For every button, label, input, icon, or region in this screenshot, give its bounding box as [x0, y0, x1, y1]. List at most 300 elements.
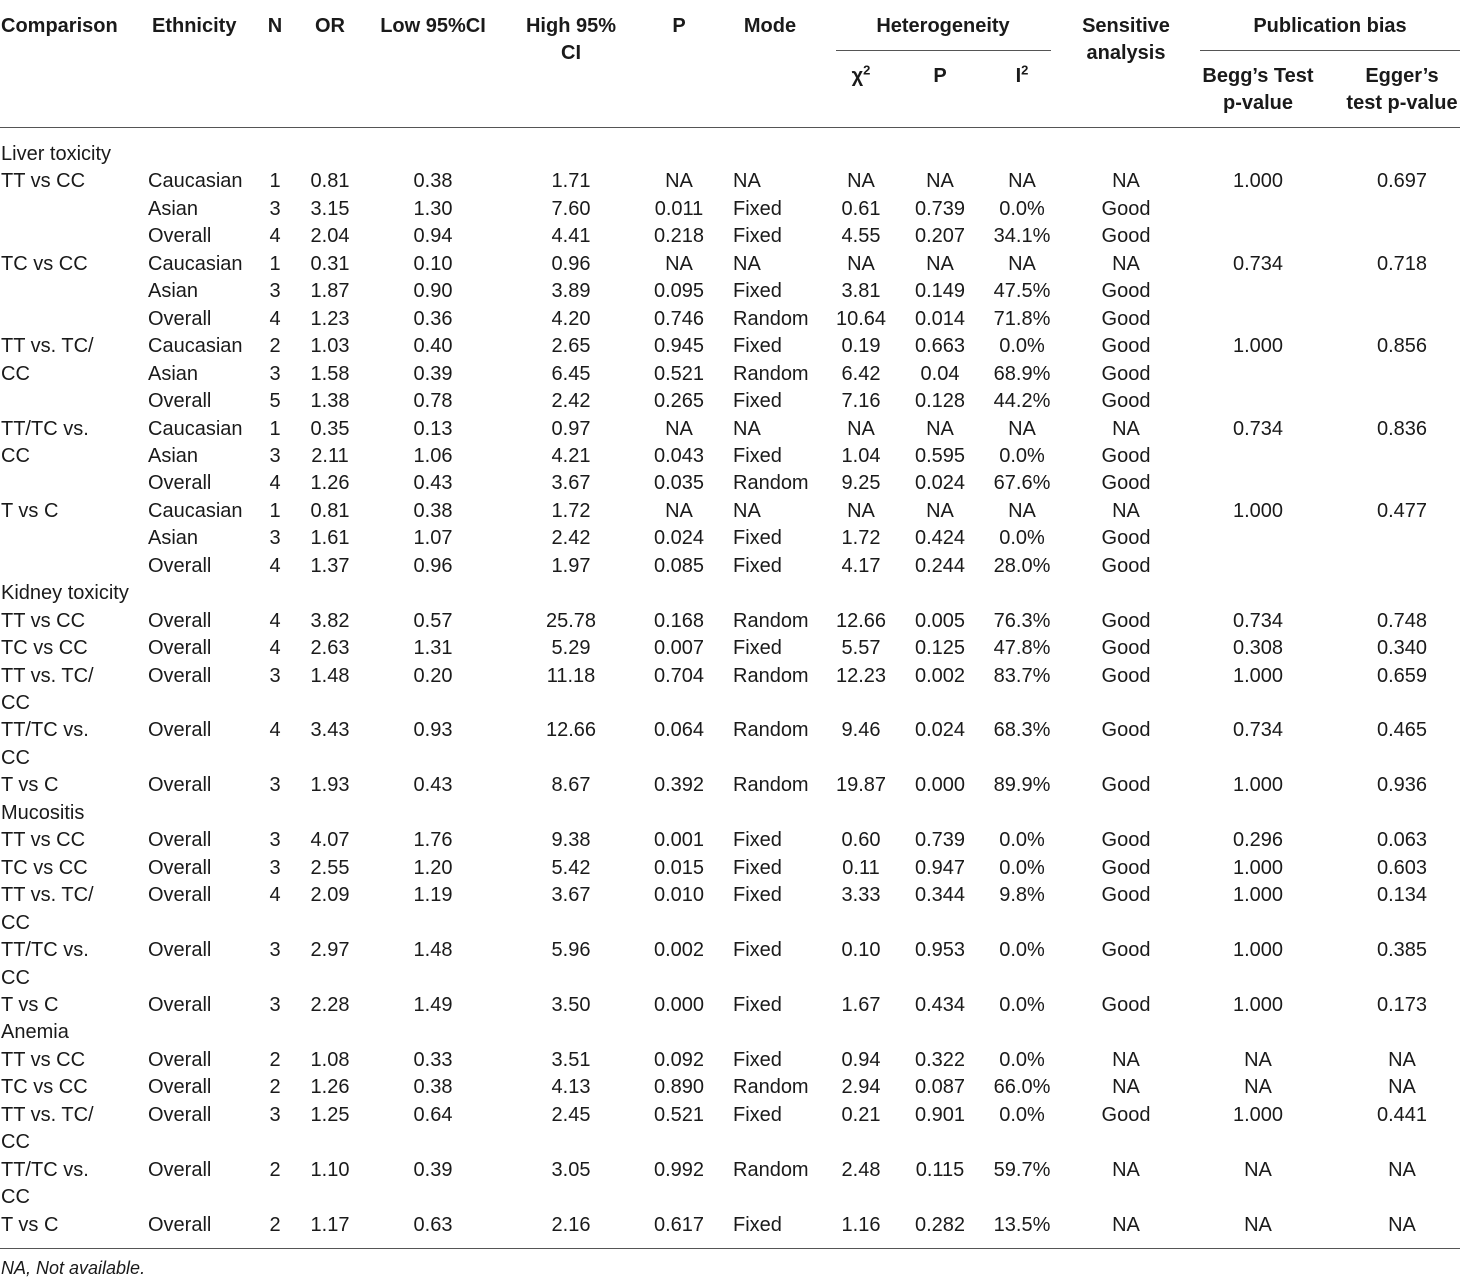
cell-p: 0.092	[653, 1048, 705, 1071]
cell-comparison: TT vs. TC/	[1, 1103, 94, 1126]
cell-low-ci: 0.64	[413, 1103, 453, 1126]
cell-or: 1.25	[310, 1103, 350, 1126]
cell-sensitive: Good	[1101, 609, 1151, 632]
col-header-or: OR	[315, 15, 345, 37]
cell-ethnicity: Overall	[148, 993, 212, 1016]
cell-mode: Fixed	[733, 1048, 782, 1071]
cell-chi2: 12.66	[835, 609, 887, 632]
cell-het-p: 0.739	[914, 197, 966, 220]
cell-chi2: 0.21	[841, 1103, 881, 1126]
cell-het-p: 0.739	[914, 829, 966, 852]
cell-sensitive: Good	[1101, 884, 1151, 907]
cell-i2: 0.0%	[999, 197, 1045, 220]
cell-mode: Random	[733, 719, 809, 742]
cell-mode: Fixed	[733, 390, 782, 413]
cell-mode: Fixed	[733, 637, 782, 660]
cell-sensitive: Good	[1101, 307, 1151, 330]
cell-het-p: 0.000	[914, 774, 966, 797]
cell-p: 0.085	[653, 554, 705, 577]
cell-mode: Fixed	[733, 444, 782, 467]
col-header-egger-line2: test p-value	[1346, 92, 1458, 114]
cell-chi2: 0.11	[842, 856, 880, 879]
cell-begg: 0.308	[1232, 637, 1284, 660]
cell-sensitive: Good	[1101, 856, 1151, 879]
col-header-i2	[1016, 63, 1029, 90]
cell-p: 0.704	[653, 664, 705, 687]
cell-egger: 0.385	[1376, 939, 1428, 962]
cell-i2: NA	[1008, 252, 1036, 275]
cell-begg: 1.000	[1232, 499, 1284, 522]
cell-or: 1.93	[310, 774, 350, 797]
cell-i2: 59.7%	[993, 1158, 1051, 1181]
cell-or: 1.38	[310, 390, 350, 413]
cell-ethnicity: Overall	[148, 774, 212, 797]
cell-mode: Fixed	[733, 939, 782, 962]
cell-begg: NA	[1244, 1076, 1272, 1099]
cell-i2: 0.0%	[999, 335, 1045, 358]
cell-het-p: NA	[926, 499, 954, 522]
heterogeneity-underline	[836, 50, 1051, 51]
cell-comparison: TT vs CC	[1, 609, 86, 632]
cell-ethnicity: Overall	[148, 390, 212, 413]
col-header-ethnicity: Ethnicity	[152, 15, 237, 37]
cell-i2: 0.0%	[999, 1048, 1045, 1071]
cell-begg: 0.734	[1232, 417, 1284, 440]
cell-egger: 0.603	[1376, 856, 1428, 879]
cell-n: 3	[269, 362, 281, 385]
cell-mode: Random	[733, 472, 809, 495]
cell-het-p: 0.024	[914, 472, 966, 495]
cell-het-p: 0.282	[914, 1213, 966, 1236]
cell-het-p: 0.322	[914, 1048, 966, 1071]
cell-i2: NA	[1008, 170, 1036, 193]
cell-ethnicity: Overall	[148, 472, 212, 495]
cell-low-ci: 0.38	[413, 170, 453, 193]
cell-or: 3.82	[310, 609, 350, 632]
cell-low-ci: 0.33	[413, 1048, 453, 1071]
cell-or: 2.09	[310, 884, 350, 907]
cell-ethnicity: Asian	[148, 444, 199, 467]
cell-chi2: 0.94	[841, 1048, 881, 1071]
cell-ethnicity: Overall	[148, 225, 212, 248]
cell-n: 2	[269, 1076, 281, 1099]
cell-low-ci: 0.38	[413, 1076, 453, 1099]
cell-begg: 0.734	[1232, 719, 1284, 742]
cell-chi2: 4.55	[841, 225, 881, 248]
cell-ethnicity: Caucasian	[148, 252, 243, 275]
cell-begg: 1.000	[1232, 993, 1284, 1016]
cell-comparison: CC	[1, 362, 30, 385]
cell-chi2: 4.17	[841, 554, 881, 577]
cell-high-ci: 3.89	[551, 280, 591, 303]
cell-high-ci: 4.20	[551, 307, 591, 330]
cell-p: 0.890	[653, 1076, 705, 1099]
cell-n: 1	[269, 499, 281, 522]
cell-sensitive: Good	[1101, 197, 1151, 220]
cell-n: 3	[269, 856, 281, 879]
section-label: Kidney toxicity	[1, 582, 129, 605]
cell-ethnicity: Overall	[148, 609, 212, 632]
cell-low-ci: 0.39	[413, 1158, 453, 1181]
cell-chi2: 2.48	[841, 1158, 881, 1181]
cell-p: 0.218	[653, 225, 705, 248]
cell-egger: NA	[1388, 1048, 1416, 1071]
col-header-mode: Mode	[743, 15, 797, 37]
cell-chi2: 1.67	[841, 993, 881, 1016]
cell-comparison: TT vs CC	[1, 829, 86, 852]
cell-or: 1.87	[310, 280, 350, 303]
cell-mode: Random	[733, 609, 809, 632]
cell-i2: 0.0%	[999, 939, 1045, 962]
cell-i2: 47.8%	[993, 637, 1051, 660]
cell-het-p: 0.663	[914, 335, 966, 358]
cell-i2: 34.1%	[993, 225, 1051, 248]
cell-n: 5	[269, 390, 281, 413]
cell-comparison: T vs C	[1, 993, 59, 1016]
section-label: Mucositis	[1, 801, 85, 824]
cell-chi2: NA	[847, 417, 875, 440]
cell-n: 4	[269, 307, 281, 330]
cell-p: 0.746	[653, 307, 705, 330]
cell-or: 4.07	[310, 829, 350, 852]
cell-comparison: T vs C	[1, 1213, 59, 1236]
cell-sensitive: Good	[1101, 527, 1151, 550]
cell-high-ci: 9.38	[551, 829, 591, 852]
cell-egger: 0.441	[1376, 1103, 1428, 1126]
cell-sensitive: Good	[1101, 444, 1151, 467]
header-bottom-rule	[0, 127, 1460, 128]
cell-ethnicity: Overall	[148, 829, 212, 852]
cell-sensitive: Good	[1101, 774, 1151, 797]
cell-high-ci: 6.45	[551, 362, 591, 385]
cell-sensitive: NA	[1112, 1076, 1140, 1099]
i-exponent: 2	[1021, 62, 1029, 78]
cell-high-ci: 1.97	[551, 554, 591, 577]
cell-n: 2	[269, 335, 281, 358]
cell-egger: 0.173	[1376, 993, 1428, 1016]
cell-i2: 67.6%	[993, 472, 1051, 495]
cell-or: 1.26	[310, 472, 350, 495]
col-header-comparison: Comparison	[1, 15, 118, 37]
cell-p: 0.168	[653, 609, 705, 632]
cell-comparison: TT vs. TC/	[1, 664, 94, 687]
cell-sensitive: Good	[1101, 554, 1151, 577]
cell-ethnicity: Asian	[148, 527, 199, 550]
cell-mode: Random	[733, 362, 809, 385]
cell-low-ci: 0.36	[413, 307, 453, 330]
cell-sensitive: Good	[1101, 335, 1151, 358]
cell-or: 1.37	[310, 554, 350, 577]
cell-chi2: 5.57	[841, 637, 881, 660]
col-header-heterogeneity: Heterogeneity	[876, 15, 1010, 37]
cell-low-ci: 1.49	[413, 993, 453, 1016]
cell-chi2: 1.16	[841, 1213, 881, 1236]
cell-sensitive: NA	[1112, 1048, 1140, 1071]
cell-mode: Random	[733, 774, 809, 797]
cell-or: 0.81	[310, 499, 350, 522]
cell-low-ci: 1.31	[413, 637, 453, 660]
cell-or: 0.81	[310, 170, 350, 193]
cell-comparison: TT vs. TC/	[1, 884, 94, 907]
cell-egger: 0.340	[1376, 637, 1428, 660]
publication-bias-underline	[1200, 50, 1460, 51]
cell-high-ci: 3.67	[551, 884, 591, 907]
cell-ethnicity: Caucasian	[148, 499, 243, 522]
cell-sensitive: NA	[1112, 170, 1140, 193]
cell-p: 0.064	[653, 719, 705, 742]
cell-p: 0.000	[653, 993, 705, 1016]
cell-or: 2.55	[310, 856, 350, 879]
cell-n: 3	[269, 774, 281, 797]
cell-n: 4	[269, 719, 281, 742]
cell-begg: 1.000	[1232, 884, 1284, 907]
cell-chi2: 12.23	[835, 664, 887, 687]
cell-chi2: 0.61	[841, 197, 881, 220]
cell-ethnicity: Asian	[148, 280, 199, 303]
cell-het-p: NA	[926, 170, 954, 193]
cell-chi2: 9.46	[841, 719, 881, 742]
cell-n: 3	[269, 444, 281, 467]
cell-ethnicity: Caucasian	[148, 417, 243, 440]
cell-ethnicity: Overall	[148, 719, 212, 742]
cell-n: 3	[269, 527, 281, 550]
cell-sensitive: Good	[1101, 362, 1151, 385]
cell-mode: Fixed	[733, 335, 782, 358]
cell-chi2: 3.81	[841, 280, 881, 303]
cell-ethnicity: Overall	[148, 1103, 212, 1126]
cell-low-ci: 0.43	[413, 472, 453, 495]
cell-high-ci: 4.13	[551, 1076, 591, 1099]
cell-chi2: 10.64	[835, 307, 887, 330]
cell-p: NA	[665, 252, 693, 275]
cell-egger: 0.936	[1376, 774, 1428, 797]
cell-egger: 0.697	[1376, 170, 1428, 193]
cell-ethnicity: Overall	[148, 856, 212, 879]
cell-begg: 0.296	[1232, 829, 1284, 852]
cell-mode: Random	[733, 1076, 809, 1099]
cell-het-p: NA	[926, 417, 954, 440]
cell-het-p: 0.04	[920, 362, 960, 385]
cell-ethnicity: Overall	[148, 554, 212, 577]
cell-chi2: 2.94	[841, 1076, 881, 1099]
cell-egger: 0.748	[1376, 609, 1428, 632]
cell-low-ci: 0.78	[413, 390, 453, 413]
col-header-sensitive-line2: analysis	[1086, 42, 1166, 64]
cell-ethnicity: Overall	[148, 939, 212, 962]
footnote: NA, Not available.	[1, 1258, 146, 1278]
cell-low-ci: 0.43	[413, 774, 453, 797]
cell-mode: Fixed	[733, 829, 782, 852]
cell-ethnicity: Overall	[148, 1158, 212, 1181]
col-header-begg-line2: p-value	[1222, 92, 1294, 114]
cell-comparison: TT vs CC	[1, 1048, 86, 1071]
cell-low-ci: 0.90	[413, 280, 453, 303]
cell-het-p: 0.901	[914, 1103, 966, 1126]
cell-p: 0.015	[653, 856, 705, 879]
cell-ethnicity: Asian	[148, 197, 199, 220]
cell-n: 2	[269, 1158, 281, 1181]
cell-het-p: 0.344	[914, 884, 966, 907]
col-header-begg-line1: Begg’s Test	[1202, 65, 1314, 87]
cell-n: 3	[269, 197, 281, 220]
cell-begg: NA	[1244, 1158, 1272, 1181]
cell-sensitive: Good	[1101, 390, 1151, 413]
cell-or: 0.35	[310, 417, 350, 440]
cell-comparison: TC vs CC	[1, 252, 88, 275]
cell-p: 0.617	[653, 1213, 705, 1236]
col-header-high-ci-line2: CI	[561, 42, 581, 64]
section-label: Liver toxicity	[1, 143, 112, 165]
cell-i2: 83.7%	[993, 664, 1051, 687]
cell-high-ci: 4.41	[551, 225, 591, 248]
cell-i2: 0.0%	[999, 993, 1045, 1016]
cell-sensitive: Good	[1101, 225, 1151, 248]
cell-high-ci: 8.67	[551, 774, 591, 797]
cell-sensitive: Good	[1101, 1103, 1151, 1126]
cell-high-ci: 3.51	[551, 1048, 591, 1071]
cell-comparison: CC	[1, 746, 30, 769]
cell-low-ci: 0.94	[413, 225, 453, 248]
chi-symbol: χ	[851, 65, 864, 87]
cell-het-p: NA	[926, 252, 954, 275]
i-symbol: I	[1015, 65, 1022, 87]
cell-or: 1.48	[310, 664, 350, 687]
cell-het-p: 0.149	[914, 280, 966, 303]
cell-het-p: 0.434	[914, 993, 966, 1016]
col-header-p: P	[672, 15, 686, 37]
cell-sensitive: NA	[1112, 1213, 1140, 1236]
cell-comparison: CC	[1, 692, 30, 714]
cell-comparison: CC	[1, 911, 30, 934]
col-header-high-ci-line1: High 95%	[525, 15, 617, 37]
cell-i2: 0.0%	[999, 1103, 1045, 1126]
cell-comparison: CC	[1, 966, 30, 989]
cell-low-ci: 1.76	[413, 829, 453, 852]
cell-ethnicity: Overall	[148, 307, 212, 330]
col-header-n: N	[267, 15, 283, 37]
cell-egger: 0.659	[1376, 664, 1428, 687]
col-header-het-p: P	[933, 65, 947, 87]
cell-egger: 0.477	[1376, 499, 1428, 522]
cell-n: 1	[269, 252, 281, 275]
cell-comparison: TT/TC vs.	[1, 939, 89, 962]
cell-mode: Random	[733, 664, 809, 687]
cell-egger: NA	[1388, 1158, 1416, 1181]
cell-egger: 0.718	[1376, 252, 1428, 275]
cell-n: 2	[269, 1213, 281, 1236]
cell-p: 0.095	[653, 280, 705, 303]
cell-low-ci: 0.63	[413, 1213, 453, 1236]
cell-high-ci: 3.50	[551, 993, 591, 1016]
cell-low-ci: 1.06	[413, 444, 453, 467]
cell-p: 0.001	[653, 829, 705, 852]
cell-ethnicity: Caucasian	[148, 170, 243, 193]
cell-high-ci: 5.29	[551, 637, 591, 660]
cell-ethnicity: Overall	[148, 637, 212, 660]
cell-low-ci: 0.57	[413, 609, 453, 632]
cell-i2: 76.3%	[993, 609, 1051, 632]
cell-high-ci: 1.71	[551, 170, 591, 193]
cell-sensitive: Good	[1101, 939, 1151, 962]
cell-het-p: 0.953	[914, 939, 966, 962]
cell-i2: 44.2%	[993, 390, 1051, 413]
cell-high-ci: 2.16	[551, 1213, 591, 1236]
cell-high-ci: 2.45	[551, 1103, 591, 1126]
cell-het-p: 0.087	[914, 1076, 966, 1099]
cell-p: 0.392	[653, 774, 705, 797]
cell-comparison: CC	[1, 1186, 30, 1209]
cell-high-ci: 2.42	[551, 390, 591, 413]
section-label: Anemia	[1, 1021, 69, 1044]
cell-or: 1.26	[310, 1076, 350, 1099]
cell-chi2: 3.33	[841, 884, 881, 907]
cell-het-p: 0.424	[914, 527, 966, 550]
col-header-egger-line1: Egger’s	[1365, 65, 1439, 87]
cell-n: 4	[269, 884, 281, 907]
cell-low-ci: 1.30	[413, 197, 453, 220]
cell-n: 1	[269, 170, 281, 193]
cell-comparison: TT/TC vs.	[1, 1158, 89, 1181]
cell-i2: 68.3%	[993, 719, 1051, 742]
cell-low-ci: 0.13	[413, 417, 453, 440]
cell-p: 0.521	[653, 362, 705, 385]
cell-sensitive: Good	[1101, 829, 1151, 852]
cell-high-ci: 25.78	[545, 609, 597, 632]
cell-low-ci: 0.96	[413, 554, 453, 577]
cell-mode: Fixed	[733, 554, 782, 577]
cell-chi2: 9.25	[841, 472, 881, 495]
cell-low-ci: 0.20	[413, 664, 453, 687]
cell-het-p: 0.595	[914, 444, 966, 467]
cell-het-p: 0.024	[914, 719, 966, 742]
cell-egger: 0.465	[1376, 719, 1428, 742]
cell-i2: 71.8%	[993, 307, 1051, 330]
cell-i2: 66.0%	[993, 1076, 1051, 1099]
cell-high-ci: 2.65	[551, 335, 591, 358]
cell-mode: NA	[733, 252, 761, 275]
cell-i2: NA	[1008, 417, 1036, 440]
cell-comparison: CC	[1, 444, 30, 467]
cell-or: 3.15	[310, 197, 350, 220]
cell-mode: Fixed	[733, 884, 782, 907]
col-header-sensitive-line1: Sensitive	[1082, 15, 1170, 37]
cell-begg: 1.000	[1232, 335, 1284, 358]
cell-mode: NA	[733, 499, 761, 522]
cell-begg: NA	[1244, 1213, 1272, 1236]
cell-mode: Fixed	[733, 993, 782, 1016]
cell-high-ci: 1.72	[551, 499, 591, 522]
cell-low-ci: 1.07	[413, 527, 453, 550]
cell-high-ci: 0.96	[551, 252, 591, 275]
cell-n: 4	[269, 637, 281, 660]
cell-high-ci: 3.05	[551, 1158, 591, 1181]
cell-mode: Fixed	[733, 1103, 782, 1126]
cell-comparison: CC	[1, 1131, 30, 1154]
col-header-publication-bias: Publication bias	[1253, 15, 1407, 37]
cell-chi2: 1.72	[841, 527, 881, 550]
cell-chi2: NA	[847, 252, 875, 275]
cell-mode: NA	[733, 170, 761, 193]
cell-i2: 0.0%	[999, 527, 1045, 550]
cell-comparison: TT vs. TC/	[1, 335, 94, 358]
cell-sensitive: Good	[1101, 993, 1151, 1016]
cell-or: 2.63	[310, 637, 350, 660]
cell-mode: Fixed	[733, 225, 782, 248]
cell-egger: 0.836	[1376, 417, 1428, 440]
cell-low-ci: 0.38	[413, 499, 453, 522]
cell-i2: 0.0%	[999, 856, 1045, 879]
cell-het-p: 0.115	[915, 1158, 965, 1181]
